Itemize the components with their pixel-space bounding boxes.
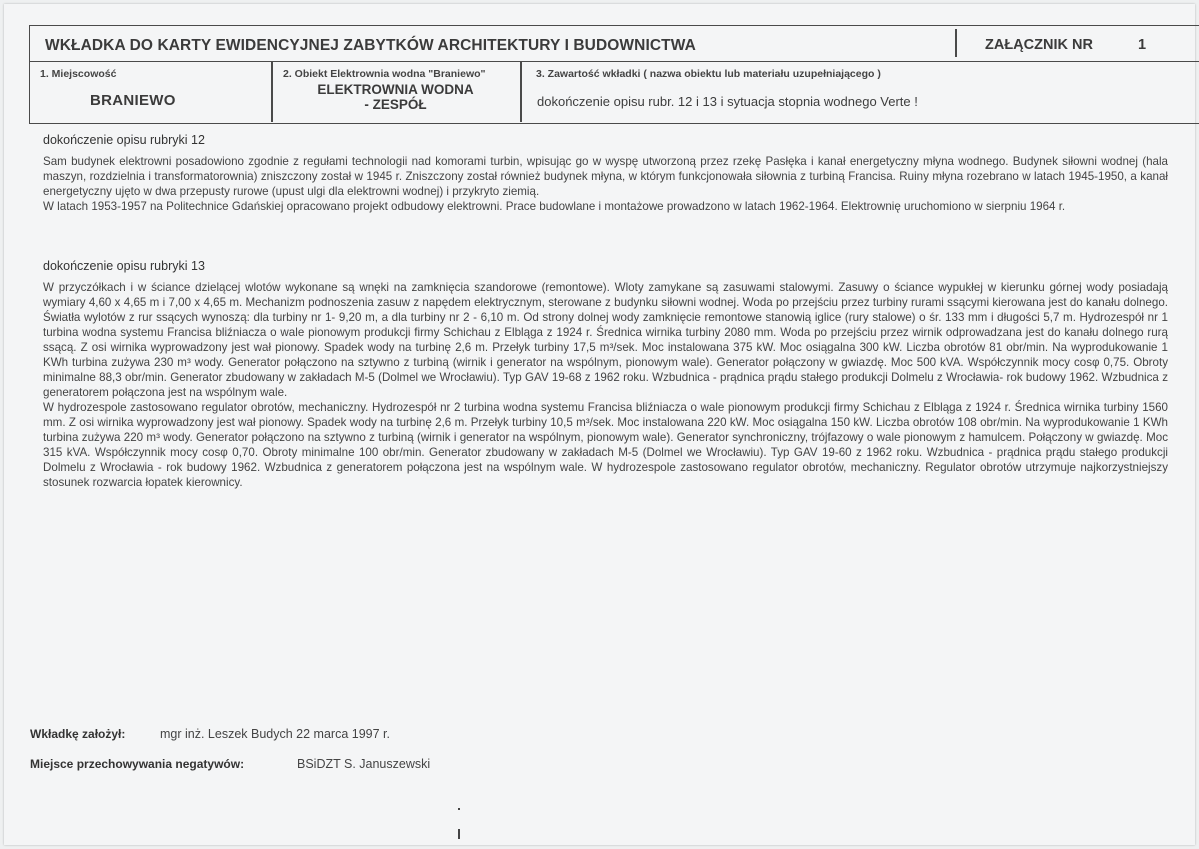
- title-row: [30, 26, 1199, 62]
- section13-heading: dokończenie opisu rubryki 13: [43, 259, 205, 273]
- locality-label: 1. Miejscowość: [40, 68, 117, 80]
- section12-heading: dokończenie opisu rubryki 12: [43, 133, 205, 147]
- annex-label: ZAŁĄCZNIK NR: [985, 37, 1093, 53]
- object-label: 2. Obiekt Elektrownia wodna "Braniewo": [283, 68, 486, 80]
- cell-divider: [520, 62, 522, 122]
- annex-number: 1: [1138, 37, 1147, 53]
- negatives-label: Miejsce przechowywania negatywów:: [30, 757, 245, 771]
- fold-mark: [458, 829, 460, 839]
- fold-mark: [458, 808, 460, 810]
- negatives-value: BSiDZT S. Januszewski: [297, 757, 431, 771]
- author-label: Wkładkę założył:: [30, 727, 126, 741]
- object-value: [273, 82, 518, 112]
- object-value-line1: ELEKTROWNIA WODNA: [317, 82, 474, 97]
- section12-text: Sam budynek elektrowni posadowiono zgodnie z regułami technologii nad komorami turbin, wpisując go w wyspę utworzoną przez rzekę Pasłęka i kanał energetyczny młyna wodnego. Budynek siłowni wodnej (hala maszyn, rozdzielnia i transformatorownia) zniszczony został w 1945 r. Zniszczony został również budynek młyna, w którym funkcjonowała siłownia z turbiną Francisa. Ruiny młyna rozebrano w latach 1945-1950, a kanał energetyczny ujęto w dwa przepusty rurowe (upust ulgi dla elektrowni wodnej) i przykryto ziemią. W latach 1953-1957 na Politechnice Gdańskiej opracowano projekt odbudowy elektrowni. Prace budowlane i montażowe prowadzono w latach 1962-1964. Elektrownię uruchomiono w sierpniu 1964 r.: [43, 155, 1168, 213]
- contents-value: dokończenie opisu rubr. 12 i 13 i sytuacja stopnia wodnego Verte !: [537, 94, 918, 109]
- author-value: mgr inż. Leszek Budych 22 marca 1997 r.: [160, 727, 390, 741]
- contents-label: 3. Zawartość wkładki ( nazwa obiektu lub materiału uzupełniającego ): [536, 68, 881, 80]
- title-divider: [955, 29, 957, 57]
- section13-text: W przyczółkach i w ściance dzielącej wlotów wykonane są wnęki na zamknięcia szandorowe (remontowe). Wloty zamykane są zasuwami stalowymi. Zasuwy o ściance wypukłej w kierunku górnej wody posiadają wymiary 4,60 x 4,65 m i 7,00 x 4,65 m. Mechanizm podnoszenia zasuw z napędem elektrycznym, sterowane z budynku siłowni wodnej. Woda po przejściu przez turbiny rurami ssącymi kierowana jest do kanału dolnego. Światła wylotów z rur ssących wynoszą: dla turbiny nr 1- 9,20 m, a dla turbiny nr 2 - 6,10 m. Od strony dolnej wody zamknięcie remontowe stanowią iglice (rury stalowe) o śr. 133 mm i długości 5,7 m. Hydrozespół nr 1 turbina wodna systemu Francisa bliźniacza o wale pionowym produkcji firmy Schichau z Elbląga z 1924 r. Średnica wirnika turbiny 2080 mm. Woda po przejściu przez wirnik odprowadzana jest do kanału dolnego rurą ssącą. Z osi wirnika wyprowadzony jest wał pionowy. Spadek wody na turbinę 2,6 m. Przełyk turbiny 17,5 m³/sek. Moc instalowana 375 kW. Moc osiągalna 300 kW. Liczba obrotów 81 obr/min. Na wyprodukowanie 1 KWh turbina zużywa 230 m³ wody. Generator połączono na sztywno z turbiną (wirnik i generator na wspólnym, pionowym wale). Generator połączony w gwiazdę. Moc 500 kVA. Współczynnik mocy cosφ 0,75. Obroty minimalne 88,3 obr/min. Generator zbudowany w zakładach M-5 (Dolmel we Wrocławiu). Typ GAV 19-68 z 1962 roku. Wzbudnica - prądnica prądu stałego produkcji Dolmelu z Wrocławia- rok budowy 1962. Wzbudnica z generatorem połączona jest na wspólnym wale. W hydrozespole zastosowano regulator obrotów, mechaniczny. Hydrozespół nr 2 turbina wodna systemu Francisa bliźniacza o wale pionowym produkcji firmy Schichau z Elbląga z 1924 r. Średnica wirnika turbiny 1560 mm. Z osi wirnika wyprowadzony jest wał pionowy. Spadek wody na turbinę 2,6 m. Przełyk turbiny 10,5 m³/sek. Moc instalowana 220 kW. Moc osiągalna 150 kW. Liczba obrotów 108 obr/min. Na wyprodukowanie 1 KWh turbina zużywa 220 m³ wody. Generator połączono na sztywno z turbiną (wirnik i generator na wspólnym, pionowym wale). Generator synchroniczny, trójfazowy o wale pionowym z hamulcem. Połączony w gwiazdę. Moc 315 kVA. Współczynnik mocy cosφ 0,70. Obroty minimalne 100 obr/min. Generator zbudowany w zakładach M-5 (Dolmel we Wrocławiu). Typ GAV 19-60 z 1962 roku. Wzbudnica - prądnica prądu stałego produkcji Dolmelu z Wrocławia - rok budowy 1962. Wzbudnica z generatorem połączona jest na wspólnym wale. W hydrozespole zastosowano regulator obrotów, mechaniczny. Regulator obrotów utrzymuje najkorzystniejszy stosunek rozwarcia łopatek kierownicy.: [43, 281, 1168, 489]
- locality-value: BRANIEWO: [90, 92, 176, 109]
- document-title: WKŁADKA DO KARTY EWIDENCYJNEJ ZABYTKÓW ARCHITEKTURY I BUDOWNICTWA: [45, 37, 696, 54]
- object-value-line2: - ZESPÓŁ: [364, 97, 427, 112]
- header-table: [29, 25, 1199, 124]
